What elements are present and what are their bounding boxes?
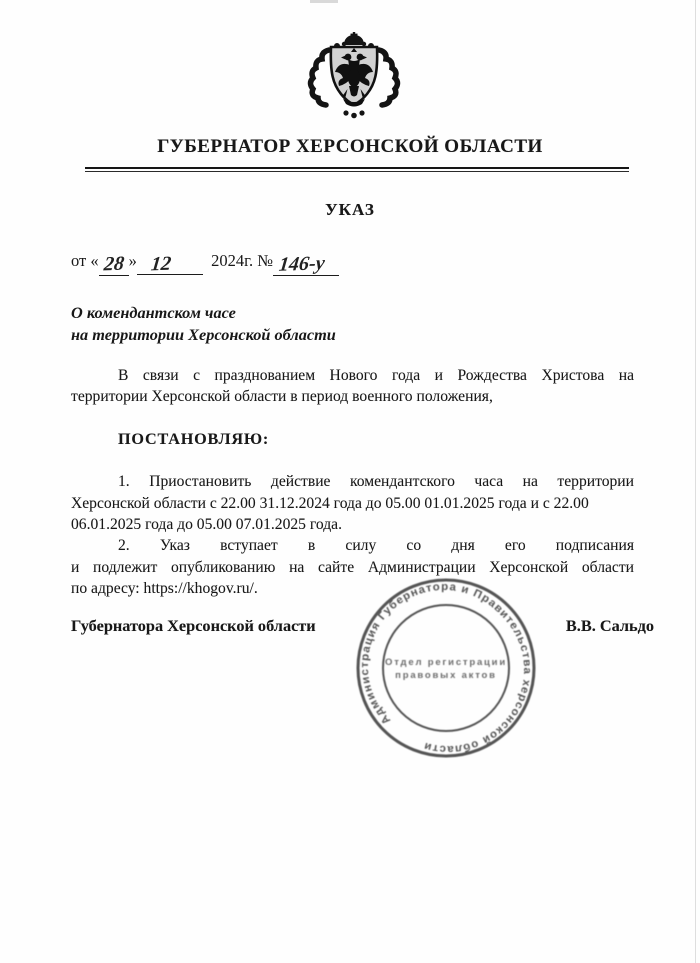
subject-block [71,302,336,345]
scan-artifact [310,0,338,3]
header-double-rule [85,167,629,172]
stamp-center-line: правовых актов [395,670,497,681]
date-year-number-label: 2024г. № [211,251,274,270]
handwritten-number: 146-у [277,252,326,276]
item2-line: 2. Указ вступает в силу со дня его подписания [118,537,634,555]
date-month-field [137,253,203,275]
decree-body [71,365,634,599]
spacer [71,408,634,429]
handwritten-day: 28 [102,252,125,276]
signature-name: В.В. Сальдо [565,616,654,635]
subject-line: на территории Херсонской области [71,324,336,344]
stamp-ring-text: Администрация Губернатора и Правительства херсонской области [358,580,534,756]
item2-line: по адресу: https://khogov.ru/. [71,579,258,597]
date-line [71,251,339,276]
svg-text:Администрация Губернатора и Пр [359,581,533,755]
registration-stamp-icon [352,574,540,762]
handwritten-month: 12 [149,252,173,276]
intro-line: территории Херсонской области в период военного положения, [71,388,493,406]
org-header: ГУБЕРНАТОР ХЕРСОНСКОЙ ОБЛАСТИ [157,136,543,157]
item1-line: 1. Приостановить действие комендантского часа на территории [118,473,634,491]
doc-type-title: УКАЗ [325,200,375,219]
date-from-label: от « [71,251,99,270]
signature-title: Губернатора Херсонской области [71,616,316,635]
kherson-oblast-coat-of-arms-icon [298,31,410,119]
decree-number-field [273,253,339,276]
item2-line: и подлежит опубликованию на сайте Администрации Херсонской области [71,558,634,576]
item1-line: 06.01.2025 года до 05.00 07.01.2025 года. [71,516,342,534]
date-close-quote: » [128,251,137,270]
item1-line: Херсонской области с 22.00 31.12.2024 года до 05.00 01.01.2025 года и с 22.00 [71,494,589,512]
date-day-field [99,253,129,276]
intro-line: В связи с празднованием Нового года и Рождества Христова на [118,367,634,384]
subject-line: О комендантском часе [71,303,236,322]
resolution-label: ПОСТАНОВЛЯЮ: [118,429,270,448]
stamp-center-line: Отдел регистрации [385,657,507,668]
spacer [71,450,634,471]
